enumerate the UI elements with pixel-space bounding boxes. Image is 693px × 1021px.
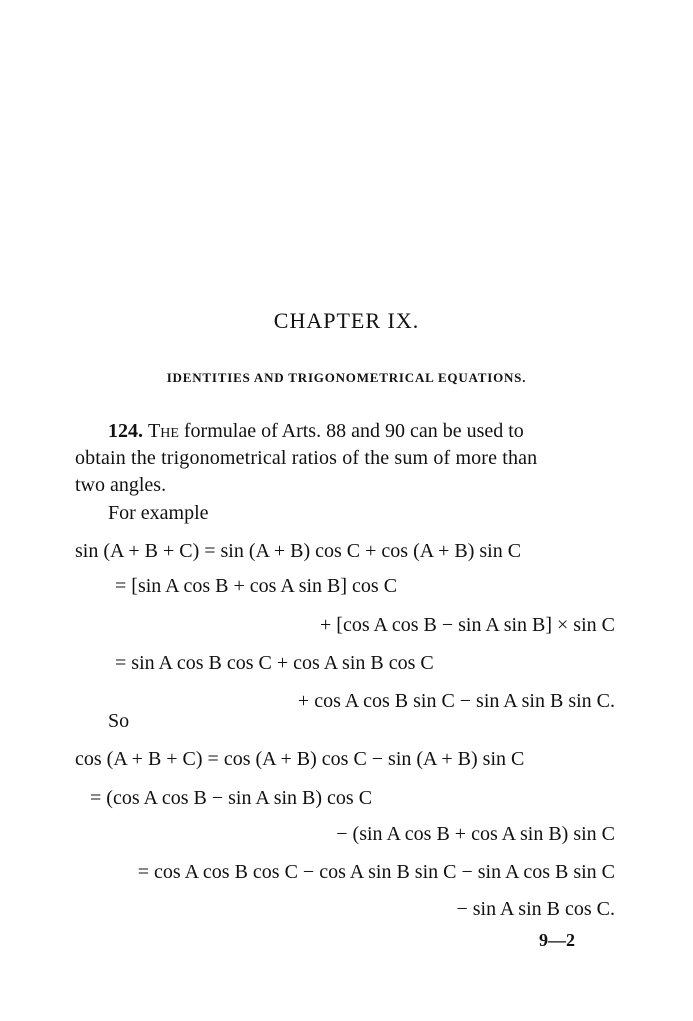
chapter-subtitle: IDENTITIES AND TRIGONOMETRICAL EQUATIONS. xyxy=(166,370,527,385)
equation-sin-line-3: + [cos A cos B − sin A sin B] × sin C xyxy=(320,614,615,636)
equation-cos-line-1: cos (A + B + C) = cos (A + B) cos C − sin (A + B) sin C xyxy=(75,748,525,770)
equation-cos-line-3: − (sin A cos B + cos A sin B) sin C xyxy=(336,823,615,845)
article-number: 124. xyxy=(108,420,143,442)
equation-sin-line-4: = sin A cos B cos C + cos A sin B cos C xyxy=(115,652,434,674)
chapter-heading: CHAPTER IX. xyxy=(273,308,420,333)
equation-sin-line-1: sin (A + B + C) = sin (A + B) cos C + cos (A + B) sin C xyxy=(75,540,522,562)
equation-cos-line-2: = (cos A cos B − sin A sin B) cos C xyxy=(90,787,373,809)
equation-sin-line-5: + cos A cos B sin C − sin A sin B sin C. xyxy=(297,690,615,712)
equation-sin-line-2: = [sin A cos B + cos A sin B] cos C xyxy=(115,575,398,597)
for-example-label: For example xyxy=(108,502,209,524)
equation-cos-line-5: − sin A sin B cos C. xyxy=(456,898,615,920)
paragraph-line-1 xyxy=(108,420,524,443)
equation-cos-line-4: = cos A cos B cos C − cos A sin B sin C − sin A cos B sin C xyxy=(137,861,615,883)
article-lead-word: The xyxy=(148,420,179,442)
so-label: So xyxy=(108,710,130,732)
paragraph-line-3: two angles. xyxy=(75,474,167,496)
signature-mark: 9—2 xyxy=(539,930,575,950)
paragraph-line-2: obtain the trigonometrical ratios of the sum of more than xyxy=(75,447,538,469)
article-line-1-text: formulae of Arts. 88 and 90 can be used to xyxy=(183,420,524,442)
